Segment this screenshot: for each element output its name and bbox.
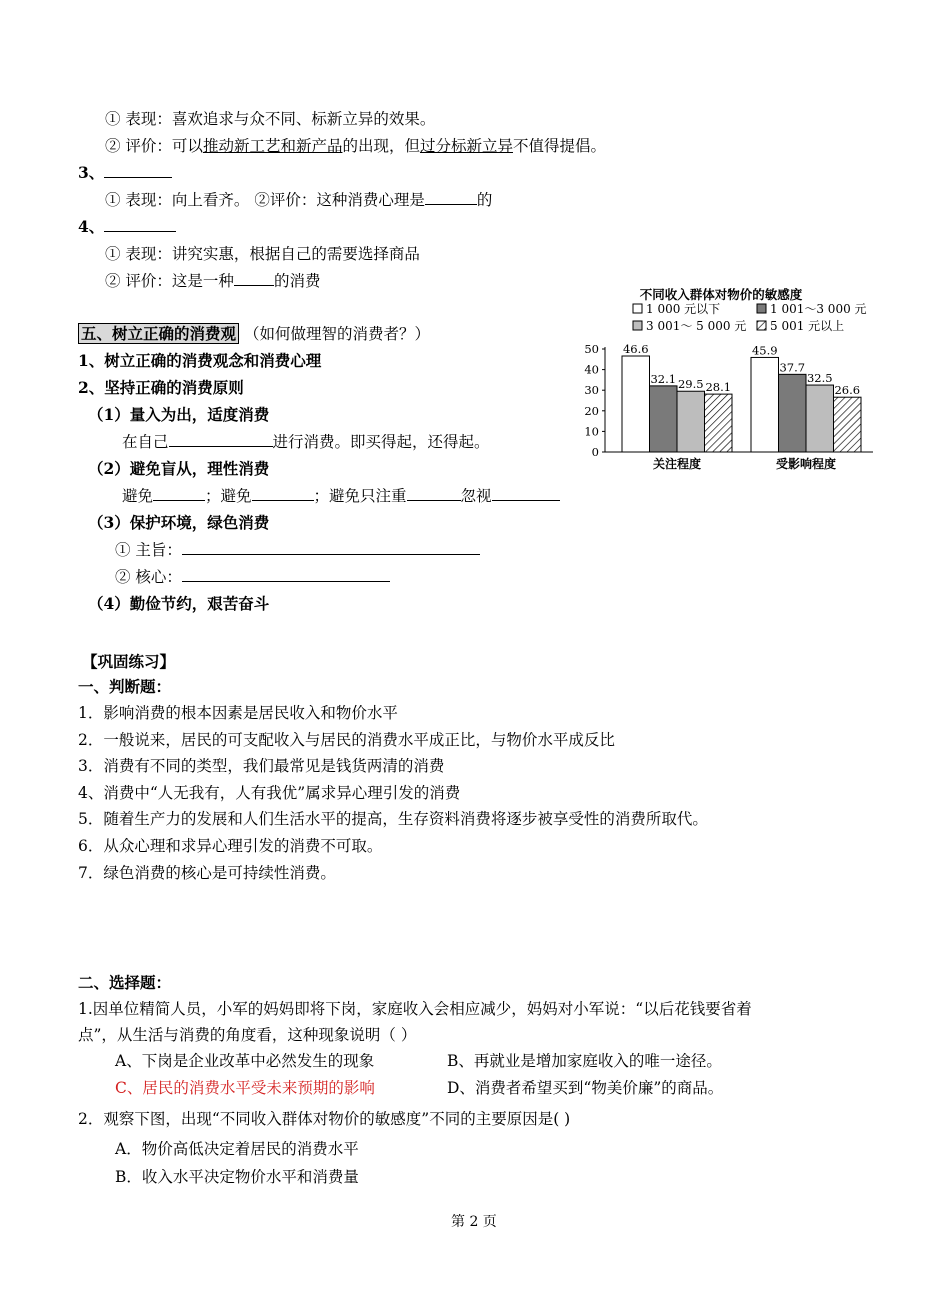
s5-sub-3-core-label: ② 核心：	[115, 568, 182, 586]
legend-label: 1 000 元以下	[646, 302, 721, 316]
s5-sub-4: （4）勤俭节约，艰苦奋斗	[88, 594, 270, 613]
s4-line-5	[105, 270, 320, 292]
chart-legend	[633, 302, 867, 333]
judge-item: 5．随着生产力的发展和人们生活水平的提高，生存资料消费将逐步被享受性的消费所取代。	[78, 810, 708, 829]
q2-stem: 2．观察下图，出现“不同收入群体对物价的敏感度”不同的主要原因是( )	[78, 1110, 571, 1128]
judge-item: 6．从众心理和求异心理引发的消费不可取。	[78, 837, 383, 855]
s5-sub-3-core-blank[interactable]	[182, 566, 390, 582]
q1-line-2: 点”，从生活与消费的角度看，这种现象说明（ ）	[78, 1026, 417, 1044]
s5-sub-2-blank-1[interactable]	[153, 485, 205, 501]
s5-sub-1-b: 进行消费。即买得起，还得起。	[272, 433, 490, 451]
s5-sub-1-blank[interactable]	[169, 431, 273, 447]
q2-option-a[interactable]: A．物价高低决定着居民的消费水平	[115, 1140, 359, 1158]
bar-value-label: 29.5	[677, 377, 704, 392]
y-tick-label: 40	[584, 362, 599, 377]
item-3-label: 3、	[78, 163, 105, 182]
s4-line-2	[105, 135, 606, 157]
s5-sub-1-a: 在自己	[122, 433, 169, 451]
q1-option-d[interactable]: D、消费者希望买到“物美价廉”的商品。	[447, 1079, 724, 1097]
s4-line-3	[105, 189, 492, 211]
bar	[677, 391, 705, 452]
practice-title: 【巩固练习】	[82, 652, 176, 671]
section5-heading: 五、树立正确的消费观	[78, 323, 239, 344]
s4-line-2-underlined-1: 推动新工艺和新产品	[202, 137, 343, 155]
section5-heading-note: （如何做理智的消费者？）	[243, 325, 430, 343]
y-tick-label: 50	[584, 342, 599, 356]
s4-line-5-b: 的消费	[273, 272, 321, 290]
s5-point-1: 1、树立正确的消费观念和消费心理	[78, 351, 322, 370]
legend-swatch	[757, 304, 766, 313]
s5-sub-2-c: ；避免只注重	[313, 487, 407, 505]
sensitivity-chart	[575, 285, 880, 475]
s4-line-2-underlined-2: 过分标新立异	[419, 137, 513, 155]
s5-sub-3-theme-blank[interactable]	[182, 539, 480, 555]
s4-line-5-a: ② 评价：这是一种	[105, 272, 234, 290]
s4-line-3-a: ① 表现：向上看齐。 ②评价：这种消费心理是	[105, 191, 425, 209]
bar	[705, 394, 733, 452]
q2-option-b[interactable]: B．收入水平决定物价水平和消费量	[115, 1168, 359, 1186]
legend-swatch	[633, 304, 642, 313]
s4-line-2-a: ② 评价：可以	[105, 137, 203, 155]
s5-point-2: 2、坚持正确的消费原则	[78, 378, 244, 397]
legend-label: 3 001～ 5 000 元	[646, 319, 747, 333]
s5-sub-2-blank-4[interactable]	[492, 485, 560, 501]
judge-title: 一、判断题：	[78, 677, 172, 696]
s5-sub-3: （3）保护环境，绿色消费	[88, 513, 270, 532]
s5-sub-2-a: 避免	[122, 487, 154, 505]
chart-title: 不同收入群体对物价的敏感度	[639, 287, 803, 302]
s5-sub-1: （1）量入为出，适度消费	[88, 405, 270, 424]
choice-title: 二、选择题：	[78, 973, 172, 992]
s5-sub-2-blank-3[interactable]	[407, 485, 461, 501]
section5-heading-line	[78, 323, 430, 345]
legend-label: 1 001～3 000 元	[770, 302, 867, 316]
judge-item: 3．消费有不同的类型，我们最常见是钱货两清的消费	[78, 757, 445, 776]
bar-value-label: 45.9	[751, 343, 778, 358]
bar-value-label: 28.1	[705, 380, 732, 395]
bar	[622, 356, 650, 452]
s4-line-4: ① 表现：讲究实惠，根据自己的需要选择商品	[105, 245, 420, 263]
s4-line-1: ① 表现：喜欢追求与众不同、标新立异的效果。	[105, 110, 436, 128]
s5-sub-2-d: 忽视	[460, 487, 492, 505]
bar	[650, 386, 678, 452]
item-4-blank[interactable]	[104, 216, 176, 232]
s5-sub-2-text	[122, 485, 560, 507]
s5-sub-3-theme-label: ① 主旨：	[115, 541, 182, 559]
page-number: 第 2 页	[451, 1214, 497, 1230]
s4-line-3-b: 的	[476, 191, 493, 209]
s5-sub-2-blank-2[interactable]	[252, 485, 314, 501]
judge-item: 1．影响消费的根本因素是居民收入和物价水平	[78, 704, 398, 722]
bar-value-label: 32.1	[650, 371, 677, 386]
bar-value-label: 32.5	[806, 371, 833, 386]
s5-sub-2: （2）避免盲从，理性消费	[88, 459, 270, 478]
bar	[834, 397, 862, 452]
s4-line-5-blank[interactable]	[234, 270, 274, 286]
y-tick-label: 20	[584, 403, 599, 418]
legend-label: 5 001 元以上	[770, 319, 845, 333]
legend-swatch	[633, 321, 642, 330]
x-category-label: 关注程度	[652, 457, 702, 471]
judge-item: 4、消费中“人无我有，人有我优”属求异心理引发的消费	[78, 783, 461, 802]
bar	[779, 374, 807, 452]
q1-line-1: 1.因单位精简人员，小军的妈妈即将下岗，家庭收入会相应减少，妈妈对小军说：“以后花钱要省着	[78, 1000, 752, 1018]
bar	[751, 357, 779, 452]
s4-line-2-c: 的出现，但	[342, 137, 420, 155]
item-4	[78, 216, 176, 238]
bar	[806, 385, 834, 452]
item-3	[78, 162, 172, 184]
bar-value-label: 46.6	[622, 342, 649, 357]
x-category-label: 受影响程度	[775, 457, 837, 471]
q1-option-a[interactable]: A、下岗是企业改革中必然发生的现象	[115, 1052, 375, 1070]
item-4-label: 4、	[78, 217, 105, 236]
s4-line-2-e: 不值得提倡。	[512, 137, 606, 155]
bar-value-label: 37.7	[779, 360, 806, 375]
s5-sub-2-b: ；避免	[205, 487, 252, 505]
y-tick-label: 10	[584, 424, 599, 439]
judge-item: 7．绿色消费的核心是可持续性消费。	[78, 863, 336, 882]
q1-option-b[interactable]: B、再就业是增加家庭收入的唯一途径。	[447, 1052, 722, 1070]
judge-item: 2．一般说来，居民的可支配收入与居民的消费水平成正比，与物价水平成反比	[78, 730, 615, 749]
legend-swatch	[757, 321, 766, 330]
s5-sub-3-theme	[115, 539, 480, 561]
q1-option-c[interactable]: C、居民的消费水平受未来预期的影响	[115, 1079, 375, 1097]
item-3-blank[interactable]	[104, 162, 172, 178]
y-tick-label: 0	[591, 445, 599, 459]
s5-sub-1-text	[122, 431, 490, 453]
y-tick-label: 30	[584, 383, 599, 398]
s4-line-3-blank[interactable]	[425, 189, 477, 205]
s5-sub-3-core	[115, 566, 390, 588]
bar-value-label: 26.6	[834, 383, 861, 398]
